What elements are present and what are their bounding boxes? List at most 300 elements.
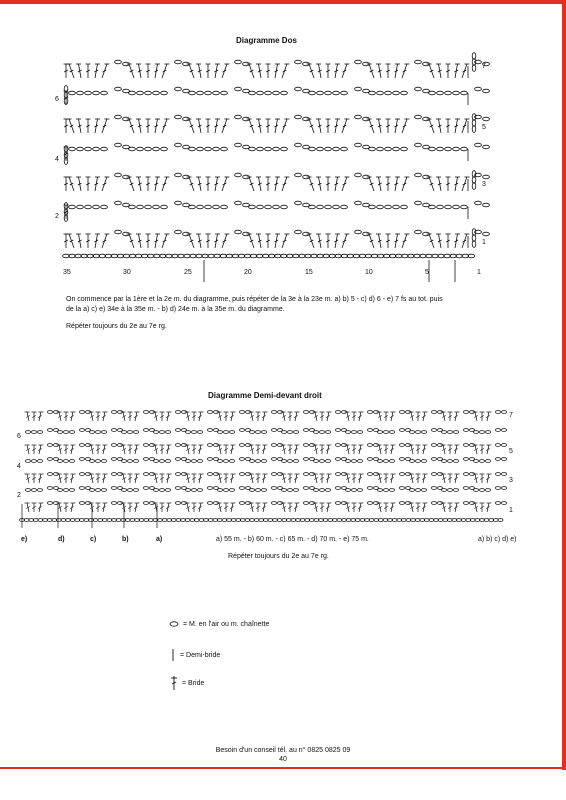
chain-stitch (399, 458, 404, 461)
chain-stitch (111, 487, 116, 490)
chain-stitch (207, 473, 212, 476)
chain-stitch (271, 458, 276, 461)
chain-stitch (115, 60, 122, 64)
chain-stitch (495, 458, 500, 461)
page-number: 40 (279, 756, 287, 763)
marker-a: a) (156, 536, 163, 543)
chain-stitch (473, 489, 478, 492)
chain-stitch (453, 205, 460, 209)
chain-stitch (85, 91, 92, 95)
chain-stitch (281, 489, 286, 492)
chain-stitch (287, 431, 292, 434)
chain-stitch (319, 431, 324, 434)
chain-stitch-icon (169, 620, 179, 628)
chain-stitch (485, 489, 490, 492)
chain-stitch (475, 143, 482, 147)
instructions-line-1: On commence par la 1ère et la 2e m. du diagramme, puis répéter de la 3e à la 23e m. a) b) 5 - c) d) 6 - e) 7 fs au tot. puis (66, 296, 443, 303)
chain-stitch (273, 205, 280, 209)
chain-stitch (447, 431, 452, 434)
chain-stitch (121, 489, 126, 492)
chain-stitch (143, 502, 148, 505)
chain-stitch (101, 431, 106, 434)
chain-stitch (367, 458, 372, 461)
legend-half-double (170, 648, 220, 662)
chain-stitch (325, 91, 332, 95)
chain-stitch (127, 460, 132, 463)
chain-stitch (335, 473, 340, 476)
chain-stitch (453, 91, 460, 95)
chain-stitch (239, 458, 244, 461)
marker-d: d) (58, 536, 65, 543)
chain-stitch (317, 205, 324, 209)
chain-stitch (273, 147, 280, 151)
sizes-line: a) 55 m. - b) 60 m. - c) 65 m. - d) 70 m. - e) 75 m. (216, 536, 369, 543)
chain-stitch (325, 147, 332, 151)
chain-stitch (415, 87, 422, 91)
chain-stitch (429, 147, 436, 151)
chain-stitch (175, 60, 182, 64)
row-label-1: 1 (482, 239, 486, 246)
stitch-number: 10 (365, 269, 373, 276)
chain-stitch (137, 147, 144, 151)
chain-stitch (223, 489, 228, 492)
chain-stitch (235, 87, 242, 91)
chain-stitch (111, 444, 116, 447)
chain-stitch (239, 473, 244, 476)
chain-stitch (483, 232, 490, 236)
chain-stitch (295, 143, 302, 147)
chain-stitch (431, 444, 436, 447)
chain-stitch (249, 460, 254, 463)
chain-stitch (483, 145, 490, 149)
double-crochet-icon (170, 675, 178, 691)
chain-stitch (473, 460, 478, 463)
chain-stitch (271, 473, 276, 476)
row-label-5: 5 (482, 124, 486, 131)
chain-stitch (377, 431, 382, 434)
chain-stitch (95, 460, 100, 463)
row-label-7: 7 (509, 412, 513, 419)
chain-stitch (249, 91, 256, 95)
chain-stitch (271, 429, 276, 432)
chain-stitch (415, 115, 422, 119)
chain-stitch (295, 87, 302, 91)
chain-stitch (389, 431, 394, 434)
chain-stitch (175, 411, 180, 414)
chain-stitch (409, 431, 414, 434)
chain-stitch (463, 473, 468, 476)
chain-stitch (485, 460, 490, 463)
chain-stitch (281, 147, 288, 151)
chain-stitch (495, 487, 500, 490)
stitch-number: 5 (425, 269, 429, 276)
chain-stitch (79, 487, 84, 490)
chain-stitch (383, 431, 388, 434)
chain-stitch (175, 473, 180, 476)
chain-stitch (441, 460, 446, 463)
row-label-6: 6 (17, 433, 21, 440)
chain-stitch (309, 91, 316, 95)
chain-stitch (501, 411, 506, 414)
chain-stitch (265, 147, 272, 151)
chain-stitch (501, 473, 506, 476)
chain-stitch (393, 91, 400, 95)
chain-stitch (303, 429, 308, 432)
chain-stitch (335, 429, 340, 432)
chain-stitch (165, 489, 170, 492)
chain-stitch (189, 147, 196, 151)
chain-stitch (309, 205, 316, 209)
chain-stitch (463, 429, 468, 432)
chain-stitch (495, 473, 500, 476)
chain-stitch (313, 431, 318, 434)
diagram-dos-title: Diagramme Dos (236, 36, 297, 45)
chain-stitch (79, 473, 84, 476)
chain-stitch (431, 502, 436, 505)
chain-stitch (437, 147, 444, 151)
chain-stitch (239, 411, 244, 414)
chain-stitch (189, 91, 196, 95)
chain-stitch (165, 431, 170, 434)
chain-stitch (357, 460, 362, 463)
chain-stitch (293, 460, 298, 463)
chain-stitch (77, 147, 84, 151)
chain-stitch (273, 91, 280, 95)
chain-stitch (115, 143, 122, 147)
chain-stitch (265, 205, 272, 209)
chain-stitch (159, 431, 164, 434)
chain-stitch (389, 460, 394, 463)
chain-stitch (249, 489, 254, 492)
chain-stitch (463, 502, 468, 505)
chain-stitch (79, 429, 84, 432)
chain-stitch (111, 411, 116, 414)
chain-stitch (367, 444, 372, 447)
chain-stitch (501, 444, 506, 447)
chain-stitch (325, 205, 332, 209)
chain-stitch (429, 91, 436, 95)
chain-stitch (355, 230, 362, 234)
row-label-2: 2 (55, 213, 59, 220)
chain-stitch (345, 431, 350, 434)
chain-stitch (401, 205, 408, 209)
chain-stitch (143, 473, 148, 476)
chain-stitch (479, 489, 484, 492)
chain-stitch (101, 91, 108, 95)
row-label-3: 3 (482, 181, 486, 188)
chain-stitch (159, 489, 164, 492)
chain-stitch (47, 444, 52, 447)
chain-stitch (367, 502, 372, 505)
chain-stitch (333, 147, 340, 151)
chain-stitch (175, 115, 182, 119)
chain-stitch (461, 91, 468, 95)
chain-stitch (383, 489, 388, 492)
chain-stitch (175, 173, 182, 177)
chain-stitch (421, 489, 426, 492)
chain-stitch (255, 460, 260, 463)
chain-stitch (431, 411, 436, 414)
chain-stitch (461, 147, 468, 151)
chain-stitch (165, 460, 170, 463)
chain-stitch (357, 489, 362, 492)
chain-stitch (153, 431, 158, 434)
chain-stitch (483, 117, 490, 121)
chain-stitch (317, 147, 324, 151)
chain-stitch (89, 489, 94, 492)
chain-stitch (367, 487, 372, 490)
chain-stitch (485, 431, 490, 434)
chain-stitch (235, 60, 242, 64)
chain-stitch (47, 429, 52, 432)
chain-stitch (357, 431, 362, 434)
chain-stitch (319, 460, 324, 463)
chain-stitch (257, 91, 264, 95)
chain-stitch (295, 173, 302, 177)
chain-stitch (79, 444, 84, 447)
chain-stitch (239, 487, 244, 490)
chain-stitch (495, 444, 500, 447)
chain-stitch (213, 91, 220, 95)
chain-stitch (129, 205, 136, 209)
diagram-demi-devant-title: Diagramme Demi-devant droit (208, 391, 322, 400)
chain-stitch (295, 60, 302, 64)
chain-stitch (345, 460, 350, 463)
chain-stitch (111, 429, 116, 432)
chain-stitch (261, 489, 266, 492)
chain-stitch (207, 429, 212, 432)
chain-stitch (101, 205, 108, 209)
chain-stitch (159, 460, 164, 463)
chain-stitch (303, 458, 308, 461)
chain-stitch (303, 444, 308, 447)
chain-stitch (127, 431, 132, 434)
chain-stitch (197, 205, 204, 209)
chain-stitch (479, 460, 484, 463)
chain-stitch (335, 502, 340, 505)
chain-stitch (377, 205, 384, 209)
chain-stitch (189, 205, 196, 209)
chain-stitch (437, 91, 444, 95)
chain-stitch (369, 205, 376, 209)
chain-stitch (207, 458, 212, 461)
chain-stitch (25, 460, 30, 463)
chain-stitch (79, 458, 84, 461)
chain-stitch (369, 147, 376, 151)
chain-stitch (217, 489, 222, 492)
chain-stitch (453, 147, 460, 151)
chain-stitch (205, 91, 212, 95)
chain-stitch (235, 143, 242, 147)
chain-stitch (175, 201, 182, 205)
chain-stitch (325, 489, 330, 492)
chain-stitch (25, 431, 30, 434)
instructions-line-2: de la a) c) e) 34e à la 35e m. - b) d) 24e m. à la 35e m. du diagramme. (66, 306, 285, 313)
chain-stitch (153, 460, 158, 463)
chain-stitch (175, 429, 180, 432)
chain-stitch (303, 411, 308, 414)
chain-stitch (235, 115, 242, 119)
footer-advice: Besoin d'un conseil tél. au n° 0825 0825 09 (215, 747, 351, 754)
chain-stitch (153, 489, 158, 492)
chain-stitch (143, 444, 148, 447)
chain-stitch (145, 91, 152, 95)
chain-stitch (385, 91, 392, 95)
chain-stitch (239, 502, 244, 505)
chain-stitch (161, 147, 168, 151)
row-label-6: 6 (55, 96, 59, 103)
chain-stitch (293, 431, 298, 434)
chain-stitch (341, 205, 348, 209)
chain-stitch (463, 487, 468, 490)
chain-stitch (351, 431, 356, 434)
chain-stitch (175, 230, 182, 234)
chain-stitch (399, 411, 404, 414)
chain-stitch (235, 230, 242, 234)
chain-stitch (335, 444, 340, 447)
chain-stitch (31, 489, 36, 492)
chain-stitch (229, 431, 234, 434)
chain-stitch (127, 489, 132, 492)
chain-stitch (175, 444, 180, 447)
chain-stitch (261, 431, 266, 434)
stitch-number: 25 (184, 269, 192, 276)
chain-stitch (401, 147, 408, 151)
marker-b: b) (122, 536, 129, 543)
chain-stitch (429, 205, 436, 209)
chain-stitch (257, 205, 264, 209)
chain-stitch (317, 91, 324, 95)
chain-stitch (415, 173, 422, 177)
chain-stitch (217, 431, 222, 434)
chain-stitch (77, 91, 84, 95)
chain-stitch (239, 429, 244, 432)
chain-stitch (143, 458, 148, 461)
chain-stitch (355, 201, 362, 205)
chain-stitch (47, 458, 52, 461)
chain-stitch (351, 460, 356, 463)
chain-stitch (399, 444, 404, 447)
chain-stitch (47, 473, 52, 476)
chain-stitch (69, 460, 74, 463)
chain-stitch (137, 91, 144, 95)
chain-stitch (437, 205, 444, 209)
row-label-2: 2 (17, 492, 21, 499)
chain-stitch (447, 460, 452, 463)
chain-stitch (161, 91, 168, 95)
row-label-4: 4 (55, 156, 59, 163)
chain-stitch (281, 91, 288, 95)
chain-stitch (161, 205, 168, 209)
chain-stitch (335, 411, 340, 414)
chain-stitch (281, 460, 286, 463)
chain-stitch (335, 487, 340, 490)
chain-stitch (111, 502, 116, 505)
chain-stitch (479, 431, 484, 434)
chain-stitch (431, 473, 436, 476)
chain-stitch (153, 147, 160, 151)
chain-stitch (115, 201, 122, 205)
chain-stitch (175, 87, 182, 91)
chain-stitch (37, 489, 42, 492)
chain-stitch (415, 460, 420, 463)
stitch-number: 1 (477, 269, 481, 276)
chain-stitch (255, 489, 260, 492)
chain-stitch (377, 147, 384, 151)
chain-stitch (205, 147, 212, 151)
chain-stitch (57, 460, 62, 463)
chain-stitch (399, 429, 404, 432)
chain-stitch (95, 431, 100, 434)
chain-stitch (89, 431, 94, 434)
chain-stitch (355, 115, 362, 119)
chain-stitch (475, 201, 482, 205)
chain-stitch (197, 147, 204, 151)
chain-stitch (385, 147, 392, 151)
chain-stitch (303, 473, 308, 476)
chain-stitch (445, 91, 452, 95)
chain-stitch (25, 489, 30, 492)
chain-stitch (207, 487, 212, 490)
chain-stitch (355, 143, 362, 147)
chain-stitch (229, 460, 234, 463)
legend-double-label: = Bride (182, 679, 205, 687)
chain-stitch (121, 431, 126, 434)
chain-stitch (185, 460, 190, 463)
chain-stitch (377, 91, 384, 95)
chain-stitch (101, 147, 108, 151)
chain-stitch (93, 91, 100, 95)
chain-stitch (415, 230, 422, 234)
chain-stitch (415, 489, 420, 492)
chain-stitch (475, 87, 482, 91)
chain-stitch (153, 205, 160, 209)
stitch-number: 35 (63, 269, 71, 276)
chain-stitch (445, 205, 452, 209)
chain-stitch (293, 489, 298, 492)
chain-stitch (261, 460, 266, 463)
chain-stitch (133, 460, 138, 463)
chain-stitch (257, 147, 264, 151)
chain-stitch (57, 431, 62, 434)
chain-stitch (143, 429, 148, 432)
chain-stitch (495, 502, 500, 505)
chain-stitch (69, 205, 76, 209)
chain-stitch (143, 411, 148, 414)
chain-stitch (415, 60, 422, 64)
chain-stitch (111, 458, 116, 461)
chain-stitch (355, 87, 362, 91)
row-label-4: 4 (17, 463, 21, 470)
chain-stitch (383, 460, 388, 463)
chain-stitch (447, 489, 452, 492)
chain-stitch (399, 487, 404, 490)
chain-stitch (441, 489, 446, 492)
chain-stitch (229, 489, 234, 492)
chain-stitch (385, 205, 392, 209)
chain-stitch (393, 147, 400, 151)
chain-stitch (325, 431, 330, 434)
chain-stitch (313, 460, 318, 463)
stitch-number: 15 (305, 269, 313, 276)
chain-stitch (31, 460, 36, 463)
chain-stitch (431, 458, 436, 461)
chain-stitch (121, 460, 126, 463)
chain-stitch (271, 411, 276, 414)
chain-stitch (453, 489, 458, 492)
chain-stitch (111, 473, 116, 476)
chain-stitch (69, 431, 74, 434)
